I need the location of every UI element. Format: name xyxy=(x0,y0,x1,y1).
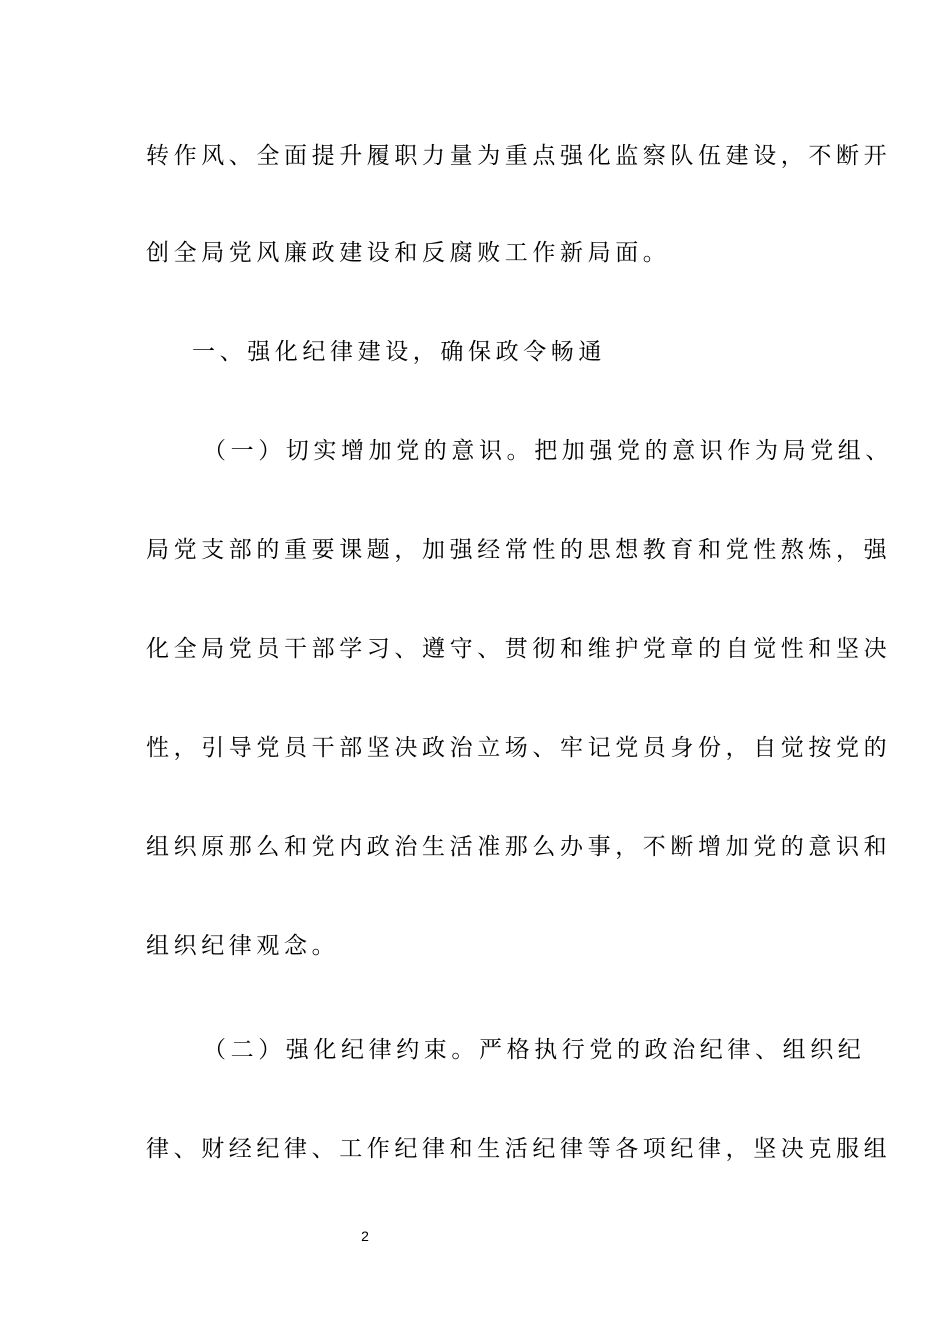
body-text-line: 转作风、全面提升履职力量为重点强化监察队伍建设，不断开 xyxy=(146,143,892,169)
subsection-paragraph-start: （二）强化纪律约束。严格执行党的政治纪律、组织纪 xyxy=(203,1037,866,1063)
body-text-line: 化全局党员干部学习、遵守、贯彻和维护党章的自觉性和坚决 xyxy=(146,636,892,662)
body-text-line: 局党支部的重要课题，加强经常性的思想教育和党性熬炼，强 xyxy=(146,537,892,563)
body-text-line: 创全局党风廉政建设和反腐败工作新局面。 xyxy=(146,240,671,266)
body-text-line: 组织纪律观念。 xyxy=(146,933,340,959)
body-text-line: 性，引导党员干部坚决政治立场、牢记党员身份，自觉按党的 xyxy=(146,735,892,761)
section-heading: 一、强化纪律建设，确保政令畅通 xyxy=(192,339,606,365)
subsection-paragraph-start: （一）切实增加党的意识。把加强党的意识作为局党组、 xyxy=(203,438,893,464)
page-number: 2 xyxy=(361,1228,369,1244)
body-text-line: 律、财经纪律、工作纪律和生活纪律等各项纪律，坚决克服组 xyxy=(146,1136,892,1162)
body-text-line: 组织原那么和党内政治生活准那么办事，不断增加党的意识和 xyxy=(146,834,892,860)
